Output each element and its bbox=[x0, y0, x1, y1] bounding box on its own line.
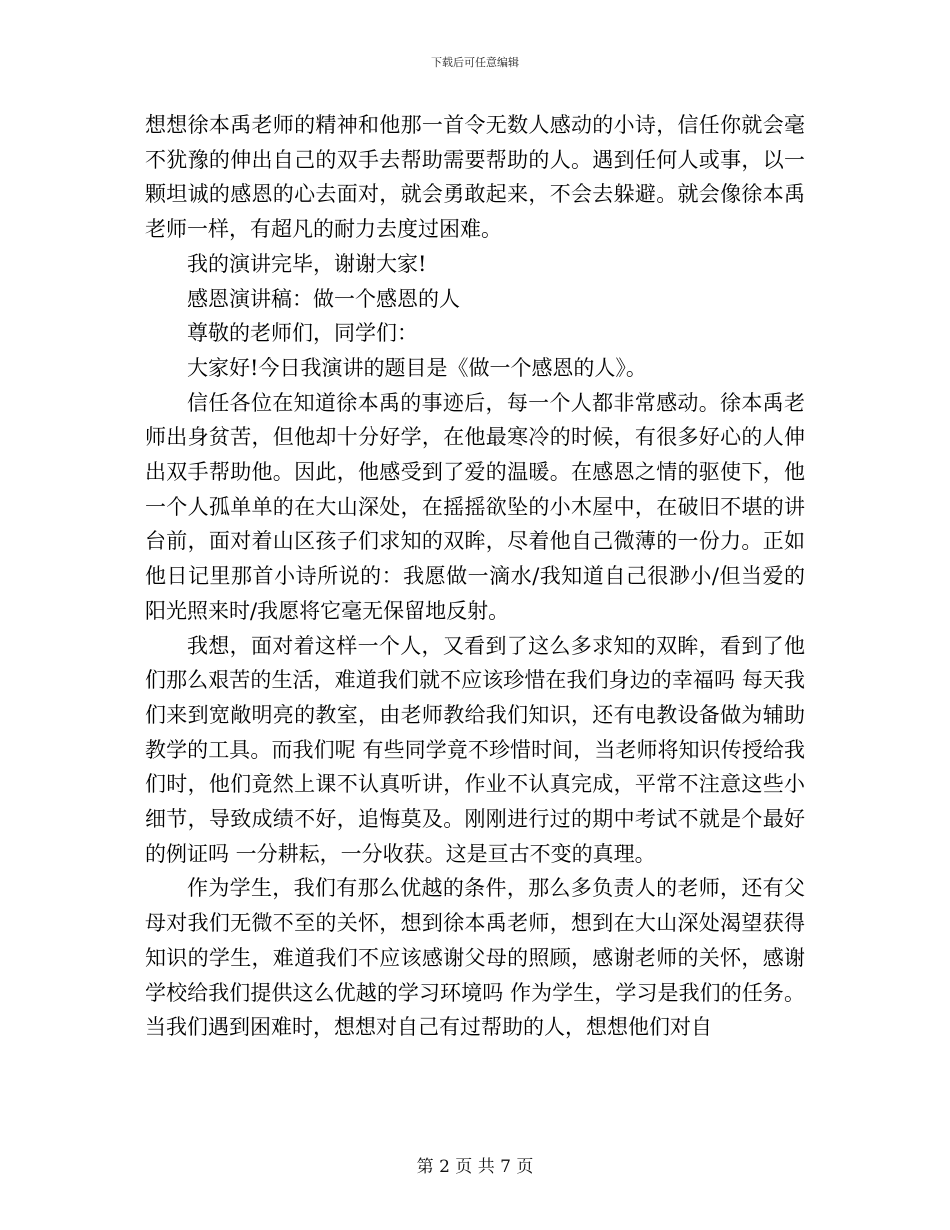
document-body bbox=[145, 108, 805, 1045]
paragraph-4-salutation: 尊敬的老师们，同学们： bbox=[187, 321, 418, 346]
paragraph-6: 信任各位在知道徐本禹的事迹后，每一个人都非常感动。徐本禹老师出身贫苦，但他却十分好学，在他最寒冷的时候，有很多好心的人伸出双手帮助他。因此，他感受到了爱的温暖。在感恩之情的驱使下，他一个人孤单单的在大山深处，在摇摇欲坠的小木屋中，在破旧不堪的讲台前，面对着山区孩子们求知的双眸，尽着他自己微薄的一份力。正如他日记里那首小诗所说的：我愿做一滴水/我知道自己很渺小/但当爱的阳光照来时/我愿将它毫无保留地反射。 bbox=[145, 390, 805, 623]
paragraph-3-title: 感恩演讲稿：做一个感恩的人 bbox=[187, 286, 460, 311]
paragraph-7: 我想，面对着这样一个人，又看到了这么多求知的双眸，看到了他们那么艰苦的生活，难道我们就不应该珍惜在我们身边的幸福吗 每天我们来到宽敞明亮的教室，由老师教给我们知识，还有电教设备做为辅助教学的工具。而我们呢 有些同学竟不珍惜时间，当老师将知识传授给我们时，他们竟然上课不认真听讲，作业不认真完成，平常不注意这些小细节，导致成绩不好，追悔莫及。刚刚进行过的期中考试不就是个最好的例证吗 一分耕耘，一分收获。这是亘古不变的真理。 bbox=[145, 633, 805, 866]
paragraph-5: 大家好!今日我演讲的题目是《做一个感恩的人》。 bbox=[187, 355, 647, 380]
paragraph-1: 想想徐本禹老师的精神和他那一首令无数人感动的小诗，信任你就会毫不犹豫的伸出自己的双手去帮助需要帮助的人。遇到任何人或事，以一颗坦诚的感恩的心去面对，就会勇敢起来，不会去躲避。就会像徐本禹老师一样，有超凡的耐力去度过困难。 bbox=[145, 113, 805, 242]
paragraph-8: 作为学生，我们有那么优越的条件，那么多负责人的老师，还有父母对我们无微不至的关怀，想到徐本禹老师，想到在大山深处渴望获得知识的学生，难道我们不应该感谢父母的照顾，感谢老师的关怀，感谢学校给我们提供这么优越的学习环境吗 作为学生，学习是我们的任务。当我们遇到困难时，想想对自己有过帮助的人，想想他们对自 bbox=[145, 876, 805, 1040]
page-header-note: 下载后可任意编辑 bbox=[431, 56, 519, 69]
page-number: 第 2 页 共 7 页 bbox=[416, 1157, 534, 1177]
paragraph-2: 我的演讲完毕，谢谢大家! bbox=[187, 251, 427, 276]
